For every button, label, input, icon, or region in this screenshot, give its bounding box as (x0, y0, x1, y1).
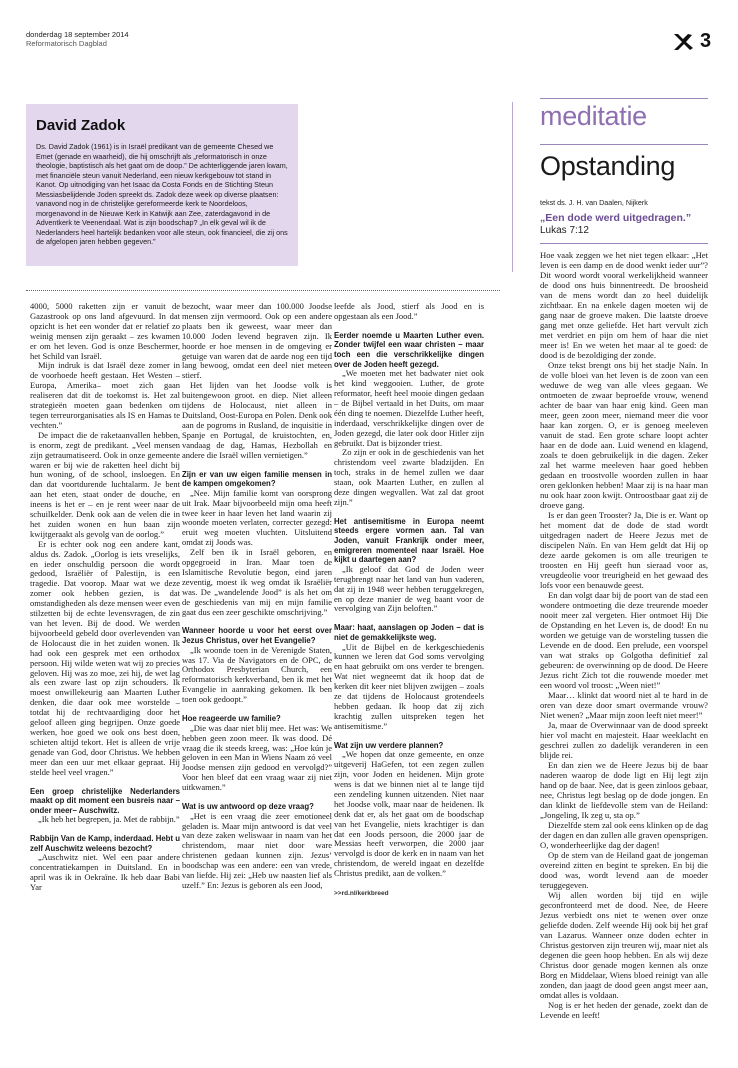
sidebar-divider (512, 102, 513, 272)
meditation-paragraph: Is er dan geen Trooster? Ja, Die is er. Want op het moment dat de dode de stad wordt uitgedragen nadert de Heere Jezus met de discipelen Naïn. En van Hem geldt dat Hij op deze aarde gekomen is om alle treurigen te troosten en Hij geeft hun sieraad voor as, vreugdeolie voor treurigheid en het gewaad des lofs voor een benauwde geest. (540, 510, 708, 590)
article-paragraph: „We moeten met het badwater niet ook het kind weggooien. Luther, de grote reformator, heeft heel mooie dingen gedaan – de Bijbel vertaald in het Duits, om maar één ding te noemen. Diezelfde Luther heeft, inderdaad, verschrikkelijke dingen over de Joden gezegd, die later ook door Hitler zijn gebruikt. Dat is bijzonder triest. (334, 368, 484, 448)
meditation-body (540, 250, 708, 1020)
article-paragraph: Er is echter ook nog een andere kant, aldus ds. Zadok. „Oorlog is iets vreselijks, en ieder onschuldig persoon die wordt gedood, Israëliër of Palestijn, is een tragedie. Dat voorop. Maar wat we deze zomer ook hebben gezien, is dat omstandigheden als deze mensen weer even stilzetten bij de echte levensvragen, de zin van het leven. Bij de dood. We werden bijvoorbeeld gebeld door overlevenden van de Holocaust die in het zuiden wonen. Ik had ook een gesprek met een orthodox persoon. Hij wilde weten wat wij zo precies geloven. Hij was zo moe, zei hij, de wet lag als een zware last op zijn schouders. Ik moest onwillekeurig aan Maarten Luther denken, die daar ook mee worstelde – totdat hij de rechtvaardiging door het geloof alleen ging begrijpen. Onze goede werken, hoe goed we ook ons best doen, schieten altijd tekort. Het is alleen de vrije genade van God, door Christus. We hebben meer dan een uur met elkaar gepraat. Hij stelde heel veel vragen.” (30, 538, 180, 777)
article-paragraph: „Ik geloof dat God de Joden weer terugbrengt naar het land van hun vaderen, dat zij in 1948 weer hebben teruggekregen, en op deze manier de weg baant voor de vervolging van Zijn beloften.” (334, 563, 484, 614)
meditation-paragraph: Diezelfde stem zal ook eens klinken op de dag der dagen en dan zullen alle graven opensprigen. O, wonderheerlijke dag der dagen! (540, 820, 708, 850)
article-paragraph: Zo zijn er ook in de geschiedenis van het christendom veel zwarte bladzijden. En toch, straks in de hemel zullen we daar staan, ook Maarten Luther, en zullen al deze dingen wegvallen. Wat zal dat groot zijn.” (334, 447, 484, 507)
article-paragraph: „Het is een vraag die zeer emotioneel geladen is. Maar mijn antwoord is dat veel van deze zaken weliswaar in naam van het christendom, maar niet door ware christenen gedaan kunnen zijn. Jezus’ boodschap was een andere: een van vrede, van liefde. Hij zei: „Heb uw naasten lief als uzelf.” En: Jezus is geboren als een Jood, (182, 810, 332, 890)
interview-question: Eerder noemde u Maarten Luther even. Zonder twijfel een waar christen – maar toch een die verschrikkelijke dingen over de Joden heeft gezegd. (334, 330, 484, 369)
meditation-paragraph: Onze tekst brengt ons bij het stadje Naïn. In de volle bloei van het leven is de zoon van een weduwe de weg van alle vlees gegaan. We ontmoeten de zwaar beproefde vrouw, wenend achter de baar van haar enig kind. Geen man meer, geen zoon meer, niemand meer die voor haar kan zorgen. O, er is genoeg meeleven vanuit de stad. Een grote schare loopt achter haar en de dode aan. Luid wenend en klagend, zoals te doen gebruikelijk in die dagen. Zeker zal het warme meeleven haar goed hebben gedaan en troostvolle woorden zullen in haar oren geklonken hebben! Maar zij is na haar man nu ook haar zoon kwijt. Ontroostbaar gaat zij de droeve gang. (540, 360, 708, 510)
article-paragraph: „Nee. Mijn familie komt van oorsprong uit Irak. Maar bijvoorbeeld mijn oma heeft twee keer in haar leven het land waarin zij woonde moeten verlaten, correcter gezegd: eruit weg moeten vluchten. Uitsluitend omdat zij Joods was. (182, 487, 332, 548)
page-number: 3 (700, 30, 712, 52)
article-paragraph: 4000, 5000 raketten zijn er vanuit de Gazastrook op ons land afgevuurd. In dat opzicht is het een wonder dat er relatief zo weinig mensen zijn geraakt – zes kwamen er om het leven. God is onze Beschermer, het Schild van Israël. (30, 301, 180, 361)
meditation-body-rule (540, 243, 708, 244)
interview-question: Wat is uw antwoord op deze vraag? (182, 802, 314, 812)
article-paragraph: Mijn indruk is dat Israël deze zomer in de voorhoede heeft gestaan. Het Westen –Europa, Amerika– moet zich gaan realiseren dat dit de toekomst is. Het zal strategieën moeten gaan bedenken om tegen terreurorganisaties als IS en Hamas te vechten.” (30, 360, 180, 430)
profile-text: Ds. David Zadok (1961) is in Israël predikant van de gemeente Chesed we Emet (genade en waarheid), die hij omschrijft als „reformatorisch in onze theologie, baptistisch als het gaat om de doop.” De achterliggende jaren kwam, met financiële steun vanuit Nederland, een nieuw kerkgebouw tot stand in Kanot. Op uitnodiging van het Isaac da Costa Fonds en de Stichting Steun Messiasbelijdende Joden spreekt ds. Zadok deze week op diverse plaatsen: vanavond nog in de christelijke gereformeerde kerk te Noordeloos, morgenavond in de Nieuwe Kerk in Katwijk aan Zee, zaterdagavond in de Adventkerk te Veenendaal. Wat is zijn boodschap? „In elk geval wil ik de Nederlanders heel hartelijk bedanken voor alle steun, ook financieel, die zij ons de afgelopen jaren hebben gegeven.” (36, 142, 288, 246)
meditation-paragraph: Hoe vaak zeggen we het niet tegen elkaar: „Het leven is een damp en de dood wenkt ieder uur”? Dit woord wordt vooral werkelijkheid wanneer de dood ons huis binnentreedt. De broosheid van de mens wordt dan zo heel duidelijk zichtbaar. En na enkele dagen moeten wij de gang naar de groeve maken. Die laatste droeve gang met onze geliefde. Het hart vervult zich met verdriet en pijn om hem of haar die niet meer is! En we weten het maar al te goed: de dood is de bezoldiging der zonde. (540, 250, 708, 360)
article-paragraph: „Uit de Bijbel en de kerkgeschiedenis kunnen we leren dat God soms vervolging en haat gebruikt om ons verder te brengen. Wat niet wegneemt dat ik hoop dat de kerken dit keer niet blijven zwijgen – zoals ze dat tijdens de Holocaust grotendeels hebben gedaan. Ik hoop dat zij zich krachtig zullen uitspreken tegen het antisemitisme.” (334, 641, 484, 731)
meditation-paragraph: Ja, maar de Overwinnaar van de dood spreekt hier vol macht en majesteit. Haar weeklacht en geschrei zullen zo dadelijk veranderen in een blijde rei. (540, 720, 708, 760)
article-paragraph: De impact die de raketaanvallen hebben, is enorm, zegt de predikant. „Veel mensen zijn getraumatiseerd. Ook in onze gemeente waren er bij wie de raketten heel dicht bij hun woning, of de school, insloegen. En dan dat voortdurende luchtalarm. Je bent aan het eten, staat onder de douche, en ineens is het er – en je rent weer naar de schuilkelder. Denk ook aan de velen die in het zuiden wonen en hun baan zijn kwijtgeraakt als gevolg van de oorlog.” (30, 429, 180, 539)
meditation-section-label: meditatie (540, 101, 647, 131)
interview-question: Wanneer hoorde u voor het eerst over Jezus Christus, over het Evangelie? (182, 626, 332, 646)
article-paragraph: Het lijden van het Joodse volk is buitengewoon groot. en diep. Niet alleen tijdens de Holocaust, niet alleen in Duitsland, Oost-Europa en Polen. Denk ook aan de pogroms in Rusland, de inquisitie in Spanje en Portugal, de kruistochten, en, vandaag de dag, Hamas, Hezbollah en andere die Israël willen vernietigen.” (182, 380, 332, 460)
interview-question: Maar: haat, aanslagen op Joden – dat is niet de gemakkelijkste weg. (334, 623, 484, 642)
meditation-paragraph: Op de stem van de Heiland gaat de jongeman overeind zitten en begint te spreken. En bij die dood was, wordt levend aan de moeder teruggegeven. (540, 850, 708, 890)
article-web-link[interactable]: >>rd.nl/kerkbreed (334, 890, 389, 898)
profile-box (26, 104, 298, 266)
article-column-3 (334, 302, 484, 899)
meditation-paragraph: En dan zien we de Heere Jezus bij de baar naderen waarop de dode ligt en Hij legt zijn hand op de baar. Nee, dat is geen zinloos gebaar, nee, Christus legt beslag op de dode jongen. En dan klinkt de liefdevolle stem van de Heiland: „Jongeling, Ik zeg u, sta op.” (540, 760, 708, 820)
meditation-title: Opstanding (540, 151, 676, 181)
article-column-2 (182, 302, 332, 891)
section-divider (26, 290, 500, 291)
interview-question: Een groep christelijke Nederlanders maakt op dit moment een busreis naar –onder meer– Auschwitz. (30, 786, 180, 815)
meditation-quote: „Een dode werd uitgedragen.” (540, 212, 692, 224)
interview-question: Hoe reageerde uw familie? (182, 714, 281, 724)
meditation-paragraph: Wij allen worden bij tijd en wijle geconfronteerd met de dood. Nee, de Heere Jezus verbiedt ons niet te wenen over onze geliefde doden. Zelf weende Hij ook bij het graf van Lazarus. Wanneer onze doden echter in Christus gestorven zijn treuren wij, maar niet als degenen die geen hoop hebben. En als wij deze Christus door genade mogen kennen als onze Borg en Middelaar, Wiens bloed reinigt van alle zonden, dan jaagt de dood geen angst meer aan, omdat alles is voldaan. (540, 890, 708, 1000)
interview-question: Wat zijn uw verdere plannen? (334, 740, 444, 750)
interview-question: Rabbijn Van de Kamp, inderdaad. Hebt u zelf Auschwitz weleens bezocht? (30, 834, 180, 853)
meditation-paragraph: En dan volgt daar bij de poort van de stad een wondere ontmoeting die deze treurende moeder nooit meer zal vergeten. Hier ontmoet Hij Die de Opstanding en het Leven is, de dood! En nu worden we getuige van de worsteling tussen die Levende en de dood. Een prelude, een voorspel van wat straks op Golgotha definitief zal gebeuren: de overwinning op de dood. De Heere Jezus richt Zich tot die rouwende moeder met een woord vol troost: „Ween niet!” (540, 590, 708, 690)
newspaper-logo-icon (672, 32, 694, 52)
article-paragraph: „Ik woonde toen in de Verenigde Staten, was 17. Via de Navigators en de OPC, de Orthodox Presbyterian Church, een reformatorisch kerkverband, ben ik met het Evangelie in aanraking gekomen. Ik ben toen ook gedoopt.” (182, 644, 332, 705)
profile-title: David Zadok (36, 117, 126, 134)
article-paragraph: „Auschwitz niet. Wel een paar andere concentratiekampen in Duitsland. En in april was ik in Oekraïne. Ik heb daar Babi Yar (30, 852, 180, 893)
masthead-paper: Reformatorisch Dagblad (26, 39, 107, 48)
article-column-1 (30, 302, 180, 893)
meditation-byline: tekst ds. J. H. van Daalen, Nijkerk (540, 198, 648, 207)
article-paragraph: bezocht, waar meer dan 100.000 Joodse mensen zijn vermoord. Ook op een andere plaats ben ik geweest, waar meer dan 10.000 Joden levend begraven zijn. Ik hoorde er hoe mensen in de omgeving er getuige van waren dat de aarde nog een tijd lang bewoog, omdat een deel niet meteen stierf. (182, 301, 332, 381)
interview-question: Zijn er van uw eigen familie mensen in de kampen omgekomen? (182, 469, 332, 489)
article-paragraph: „Die was daar niet blij mee. Het was: We hebben geen zoon meer. Ik was dood. Dé vraag die ik steeds kreeg, was: „Hoe kún je geloven in een Man in Wiens Naam zó veel Joodse mensen zijn gedood en vervolgd?” Voor hen bleef dat een vraag waar zij niet uitkwamen.” (182, 722, 332, 793)
article-paragraph: Zelf ben ik in Israël geboren, en opgegroeid in Iran. Maar toen de Islamitische Revolutie begon, eind jaren zeventig, moest ik weg omdat ik Israëliër was. De „wandelende Jood” is als het om de geschiedenis van mij en mijn familie gaat dus een zeer geschikte omschrijving.” (182, 547, 332, 617)
masthead-date: donderdag 18 september 2014 (26, 30, 129, 39)
meditation-mid-rule (540, 144, 708, 145)
article-paragraph: „We hopen dat onze gemeente, en onze uitgeverij HaGefen, tot een zegen zullen zijn, voor Joden en heidenen. Mijn grote wens is dat we binnen niet al te lange tijd een zendeling kunnen uitzenden. Niet naar het Joodse volk, maar naar de heidenen. Ik denk dat er, als het gaat om de boodschap van het Evangelie, niets krachtiger is dan dat een Joods persoon, die 2000 jaar de Messias heeft verworpen, die 2000 jaar vervolgd is door de kerk en in naam van het christendom, de wereld ingaat en dezelfde Christus predikt, aan de volken.” (334, 749, 484, 879)
article-paragraph: „Ik heb het begrepen, ja. Met de rabbijn.” (38, 814, 180, 825)
meditation-reference: Lukas 7:12 (540, 225, 589, 236)
article-paragraph: leefde als Jood, stierf als Jood en is opgestaan als een Jood.” (334, 301, 484, 321)
interview-question: Het antisemitisme in Europa neemt steeds ergere vormen aan. Tal van Joden, vanuit Frankrijk onder meer, emigreren momenteel naar Israël. Hoe kijkt u daartegen aan? (334, 516, 484, 565)
meditation-top-rule (540, 98, 708, 99)
meditation-paragraph: Nog is er het heden der genade, zoekt dan de Levende en leeft! (540, 1000, 708, 1020)
meditation-paragraph: Maar… klinkt dat woord niet al te hard in de oren van deze door smart overmande vrouw? Niet wenen? „Maar mijn zoon leeft niet meer!” (540, 690, 708, 720)
